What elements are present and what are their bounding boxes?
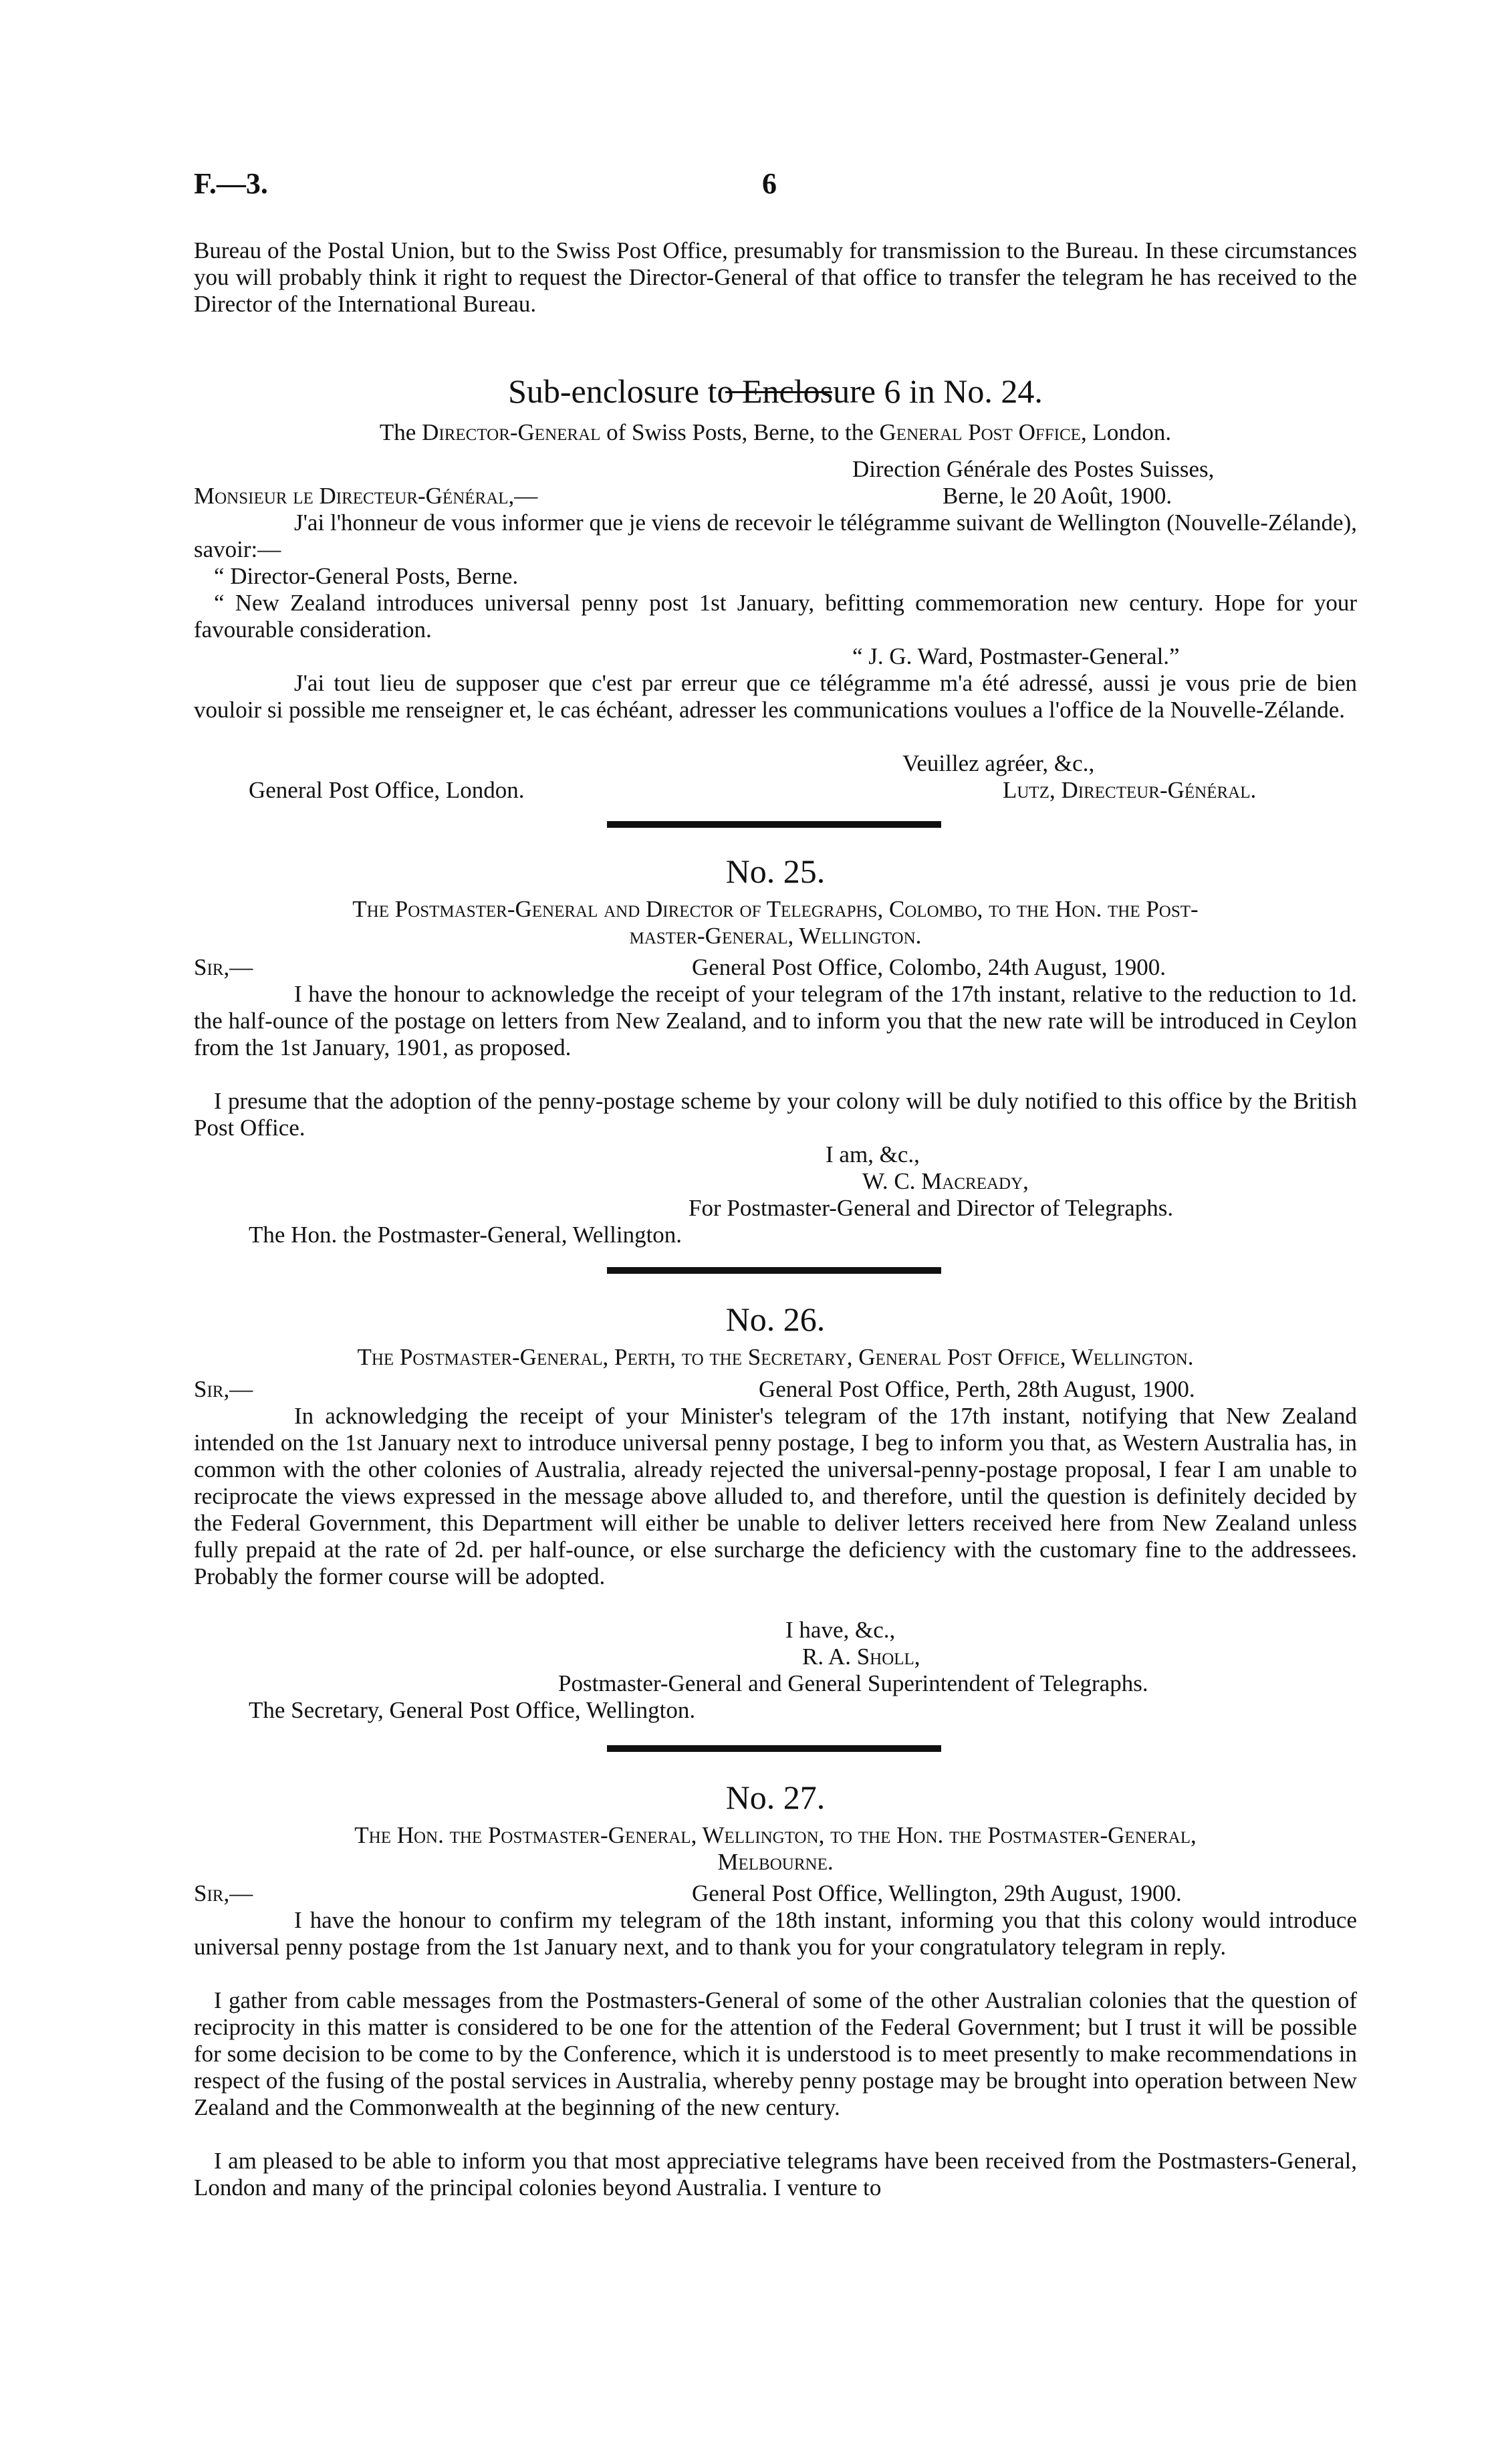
sub-enclosure-addressee: General Post Office, London. bbox=[249, 777, 525, 803]
sub-enclosure-place-2: Berne, le 20 Août, 1900. bbox=[943, 483, 1172, 509]
no27-para-1: I have the honour to confirm my telegram of the 18th instant, informing you that this colony would introduce universal penny postage from the 1st January next, and to thank you for your congratulatory telegram in reply. bbox=[194, 1907, 1357, 1960]
sub-enclosure-closing: Veuillez agréer, &c., bbox=[902, 750, 1095, 776]
page-reference: F.—3. bbox=[194, 167, 268, 200]
section-divider bbox=[607, 1267, 941, 1274]
no26-para-1: In acknowledging the receipt of your Minister's telegram of the 17th instant, notifying that New Zealand intended on the 1st January next to introduce universal penny postage, I beg to inform you that, as Western Australia has, in common with the other colonies of Australia, already rejected the universal-penny-postage proposal, I fear I am unable to reciprocate the views expressed in the message above alluded to, and therefore, until the question is definitely decided by the Federal Government, this Department will either be unable to deliver letters received here from New Zealand unless fully prepaid at the rate of 2d. per half-ounce, or else surcharge the deficiency with the customary fine to the addressees. Probably the former course will be adopted. bbox=[194, 1403, 1357, 1589]
no26-signature-title: Postmaster-General and General Superintendent of Telegraphs. bbox=[558, 1670, 1148, 1696]
sub-enclosure-place-1: Direction Générale des Postes Suisses, bbox=[852, 456, 1215, 482]
section-divider bbox=[607, 821, 941, 828]
no25-signature: W. C. Macready, bbox=[862, 1168, 1029, 1194]
page-number: 6 bbox=[762, 167, 777, 200]
sub-enclosure-title: Sub-enclosure to Enclosure 6 in No. 24. bbox=[508, 372, 1043, 410]
sub-enclosure-from-to: The Director-General of Swiss Posts, Berne, to the General Post Office, London. bbox=[379, 419, 1172, 445]
no27-title: No. 27. bbox=[725, 1779, 826, 1816]
no27-salutation: Sir,— bbox=[194, 1880, 253, 1906]
no26-title: No. 26. bbox=[725, 1301, 826, 1338]
intro-paragraph: Bureau of the Postal Union, but to the Swiss Post Office, presumably for transmission to the Bureau. In these circumstances you will probably think it right to request the Director-General of that office to transfer the telegram he has received to the Director of the International Bureau. bbox=[194, 237, 1357, 317]
no25-place: General Post Office, Colombo, 24th August, 1900. bbox=[692, 954, 1166, 980]
no26-addressee: The Secretary, General Post Office, Wellington. bbox=[249, 1697, 696, 1723]
sub-enclosure-para-1: J'ai l'honneur de vous informer que je viens de recevoir le télégramme suivant de Wellington (Nouvelle-Zélande), savoir:— bbox=[194, 510, 1357, 562]
telegram-quote-signature: “ J. G. Ward, Postmaster-General.” bbox=[852, 643, 1180, 669]
no27-para-2: I gather from cable messages from the Postmasters-General of some of the other Australian colonies that the question of reciprocity in this matter is considered to be one for the attention of the Federal Government; but I trust it will be possible for some decision to be come to by the Conference, which it is understood is to meet presently to make recommendations in respect of the fusing of the postal services in Australia, whereby penny postage may be brought into operation between New Zealand and the Commonwealth at the beginning of the new century. bbox=[194, 1987, 1357, 2120]
no27-from-to-2: Melbourne. bbox=[717, 1849, 834, 1875]
no26-place: General Post Office, Perth, 28th August, 1900. bbox=[759, 1376, 1195, 1402]
no25-salutation: Sir,— bbox=[194, 954, 253, 980]
no26-salutation: Sir,— bbox=[194, 1376, 253, 1402]
sub-enclosure-signature: Lutz, Directeur-Général. bbox=[1003, 777, 1257, 803]
sub-enclosure-salutation: Monsieur le Directeur-Général,— bbox=[194, 483, 538, 509]
no25-signature-title: For Postmaster-General and Director of Telegraphs. bbox=[689, 1195, 1174, 1221]
no25-from-to-2: master-General, Wellington. bbox=[629, 923, 922, 949]
no27-place: General Post Office, Wellington, 29th August, 1900. bbox=[692, 1880, 1182, 1906]
no25-title: No. 25. bbox=[725, 853, 826, 890]
telegram-quote-address: “ Director-General Posts, Berne. bbox=[214, 563, 519, 589]
no27-para-3: I am pleased to be able to inform you that most appreciative telegrams have been received from the Postmasters-General, London and many of the principal colonies beyond Australia. I venture to bbox=[194, 2148, 1357, 2201]
sub-enclosure-para-2: J'ai tout lieu de supposer que c'est par erreur que ce télégramme m'a été adressé, aussi je vous prie de bien vouloir si possible me renseigner et, le cas échéant, adresser les communications voulues a l'office de la Nouvelle-Zélande. bbox=[194, 670, 1357, 723]
no27-from-to-1: The Hon. the Postmaster-General, Wellington, to the Hon. the Postmaster-General, bbox=[354, 1822, 1197, 1848]
no26-signature: R. A. Sholl, bbox=[802, 1644, 920, 1670]
section-divider bbox=[607, 1745, 941, 1752]
telegram-quote-body: “ New Zealand introduces universal penny post 1st January, befitting commemoration new century. Hope for your favourable consideration. bbox=[194, 590, 1357, 643]
no25-addressee: The Hon. the Postmaster-General, Wellington. bbox=[249, 1222, 682, 1248]
no25-para-1: I have the honour to acknowledge the receipt of your telegram of the 17th instant, relative to the reduction to 1d. the half-ounce of the postage on letters from New Zealand, and to inform you that the new rate will be introduced in Ceylon from the 1st January, 1901, as proposed. bbox=[194, 981, 1357, 1060]
no26-closing: I have, &c., bbox=[785, 1617, 896, 1643]
no25-closing: I am, &c., bbox=[826, 1141, 920, 1167]
no26-from-to: The Postmaster-General, Perth, to the Secretary, General Post Office, Wellington. bbox=[357, 1344, 1194, 1370]
no25-para-2: I presume that the adoption of the penny-postage scheme by your colony will be duly notified to this office by the British Post Office. bbox=[194, 1088, 1357, 1141]
no25-from-to-1: The Postmaster-General and Director of Telegraphs, Colombo, to the Hon. the Post- bbox=[352, 896, 1199, 922]
